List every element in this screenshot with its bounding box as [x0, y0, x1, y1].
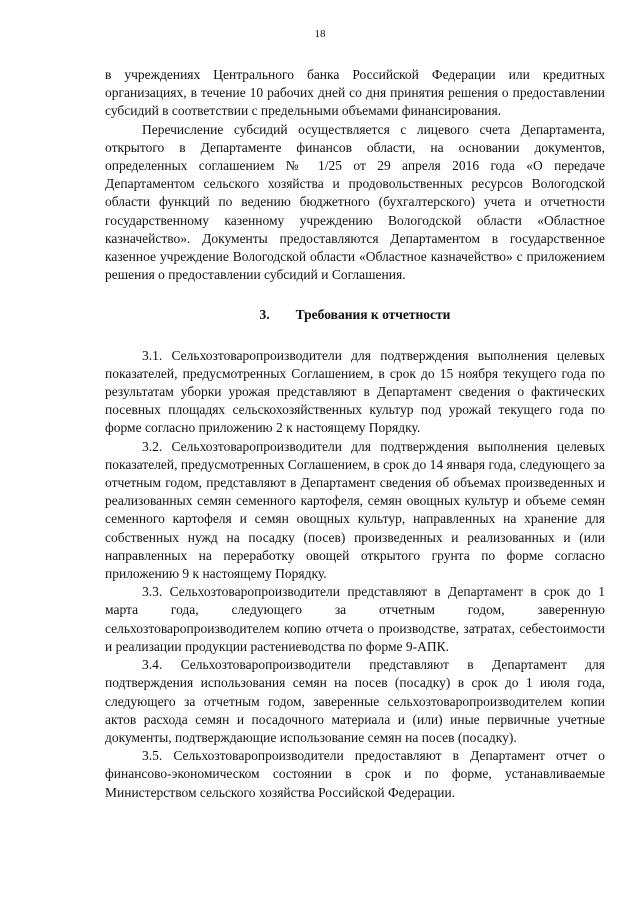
- section-title: Требования к отчетности: [295, 307, 451, 323]
- clause-3-4: 3.4. Сельхозтоваропроизводители представляют в Департамент для подтверждения использования семян на посев (посадку) в срок до 1 июля года, следующего за отчетным годом, заверенные сельхозтоваропроизводителем копии актов расхода семян и посадочного материала и (или) иные первичные учетные документы, подтверждающие использование семян на посев (посадку).: [105, 657, 605, 745]
- clause-3-2: 3.2. Сельхозтоваропроизводители для подтверждения выполнения целевых показателей, предусмотренных Соглашением, в срок до 14 января года, следующего за отчетным годом, представляют в Департамент сведения об объемах произведенных и реализованных семян семенного картофеля, семян овощных культур и объеме семян семенного картофеля и семян овощных культур, направленных на хранение для собственных нужд на посадку (посев) произведенных и реализованных и (или направленных на переработку овощей открытого грунта по форме согласно приложению 9 к настоящему Порядку.: [105, 438, 605, 582]
- section-number: 3.: [259, 307, 270, 323]
- section-heading: [105, 306, 605, 324]
- page-number: 18: [314, 28, 326, 40]
- clause-3-5: 3.5. Сельхозтоваропроизводители предоставляют в Департамент отчет о финансово-экономическом состоянии в срок и по форме, устанавливаемые Министерством сельского хозяйства Российской Федерации.: [105, 748, 605, 800]
- paragraph-continuation: в учреждениях Центрального банка Российской Федерации или кредитных организациях, в течение 10 рабочих дней со дня принятия решения о предоставлении субсидий в соответствии с предельными объемами финансирования.: [105, 67, 605, 119]
- paragraph-subsidy-transfer: Перечисление субсидий осуществляется с лицевого счета Департамента, открытого в Департаменте финансов области, на основании документов, определенных соглашением № 1/25 от 29 апреля 2016 года «О передаче Департаментом сельского хозяйства и продовольственных ресурсов Вологодской области функций по ведению бюджетного (бухгалтерского) учета и отчетности государственному казенному учреждению Вологодской области «Областное казначейство». Документы предоставляются Департаментом в государственное казенное учреждение Вологодской области «Областное казначейство» с приложением решения о предоставлении субсидий и Соглашения.: [105, 121, 605, 283]
- document-body: [105, 66, 605, 802]
- clause-3-1: 3.1. Сельхозтоваропроизводители для подтверждения выполнения целевых показателей, предусмотренных Соглашением, в срок до 15 ноября текущего года по результатам уборки урожая представляют в Департамент сведения о фактических посевных площадях сельскохозяйственных культур под урожай текущего года по форме согласно приложению 2 к настоящему Порядку.: [105, 347, 605, 436]
- clause-3-3: 3.3. Сельхозтоваропроизводители представляют в Департамент в срок до 1 марта года, следующего за отчетным годом, заверенную сельхозтоваропроизводителем копию отчета о производстве, затратах, себестоимости и реализации продукции растениеводства по форме 9-АПК.: [105, 584, 605, 654]
